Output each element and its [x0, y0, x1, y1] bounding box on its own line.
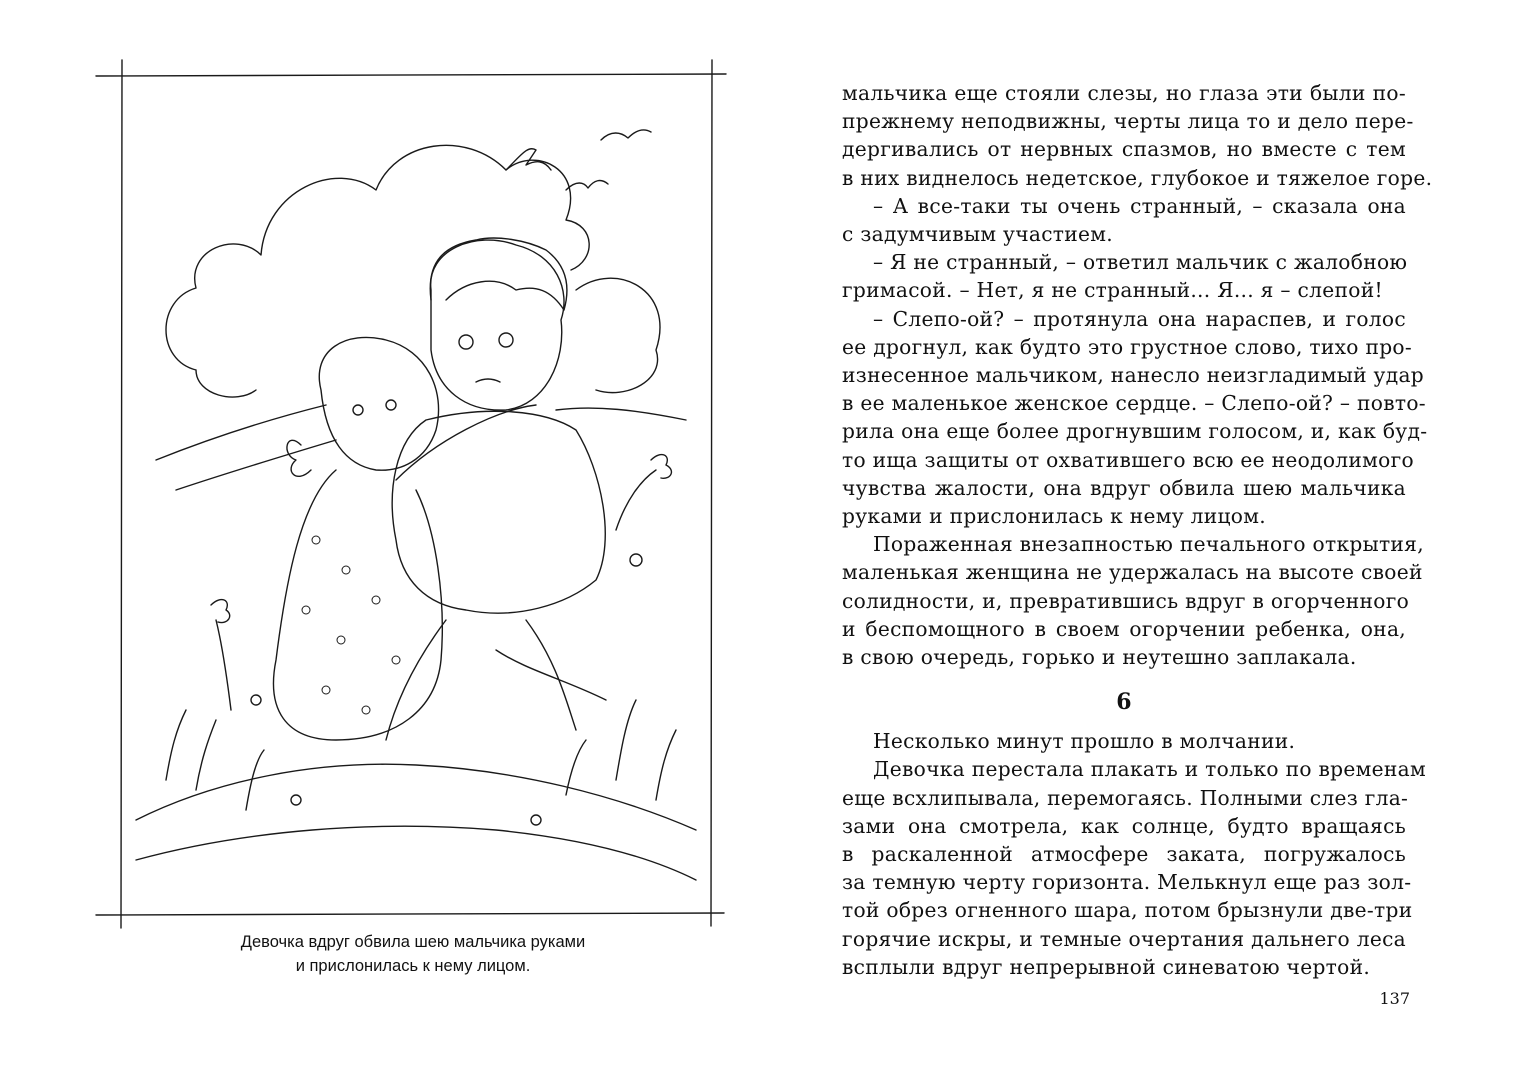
text-line: горячие искры, и темные очертания дальнего леса: [842, 926, 1407, 951]
girl-arm: [396, 405, 536, 480]
text-line: – А все-таки ты очень странный, – сказала она: [873, 193, 1406, 218]
text-line: в раскаленной атмосфере заката, погружалось: [842, 842, 1406, 867]
flower-small-4: [531, 815, 541, 825]
bird-2: [506, 149, 551, 170]
text-line: ее дрогнул, как будто это грустное слово, тихо про-: [842, 334, 1413, 359]
text-line: и беспомощного в своем огорчении ребенка, она,: [842, 616, 1406, 641]
text-line: рила она еще более дрогнувшим голосом, и, как буд-: [842, 419, 1428, 444]
text-line: дергивались от нервных спазмов, но вместе с тем: [842, 137, 1406, 162]
text-line: еще всхлипывала, перемогаясь. Полными слез гла-: [842, 785, 1409, 810]
chapter-heading: 6: [1116, 689, 1132, 716]
boy-legs: [386, 620, 606, 740]
illustration: [96, 60, 726, 920]
text-line: гримасой. – Нет, я не странный... Я... я – слепой!: [842, 278, 1383, 303]
bird-1: [601, 130, 651, 140]
text-line: прежнему неподвижны, черты лица то и дело пере-: [842, 109, 1414, 134]
page-number: 137: [1379, 989, 1410, 1008]
dress-pattern: [302, 536, 400, 714]
ground: [136, 764, 696, 880]
text-line: мальчика еще стояли слезы, но глаза эти были по-: [842, 81, 1406, 105]
girl-bow: [287, 440, 311, 476]
text-line: Несколько минут прошло в молчании.: [873, 729, 1296, 754]
boy-head: [431, 240, 564, 410]
text-line: то ища защиты от охватившего всю ее неодолимого: [842, 447, 1414, 472]
text-line: Пораженная внезапностью печального открытия,: [873, 532, 1424, 557]
boy-eye-right: [499, 333, 513, 347]
girl-eye-left: [353, 405, 363, 415]
text-line: чувства жалости, она вдруг обвила шею мальчика: [842, 475, 1406, 500]
text-line: изнесенное мальчиком, нанесло неизгладимый удар: [842, 363, 1425, 388]
text-line: Девочка перестала плакать и только по временам: [873, 757, 1426, 782]
girl-dress: [274, 470, 443, 740]
text-line: руками и прислонилась к нему лицом.: [842, 504, 1266, 529]
text-line: солидности, и, превратившись вдруг в огорченного: [842, 588, 1410, 613]
illustration-caption: [118, 930, 708, 978]
girl-head: [319, 337, 438, 470]
flower-small-3: [291, 795, 301, 805]
text-line: в свою очередь, горько и неутешно заплакала.: [842, 645, 1357, 670]
boy-hair: [430, 238, 567, 310]
boy-body: [392, 411, 605, 613]
flower-small-1: [630, 554, 642, 566]
text-line: – Я не странный, – ответил мальчик с жалобною: [873, 250, 1408, 275]
text-line: за темную черту горизонта. Мелькнул еще раз зол-: [842, 870, 1412, 895]
text-line: зами она смотрела, как солнце, будто вращаясь: [842, 813, 1406, 838]
girl-eye-right: [386, 400, 396, 410]
boy-mouth: [476, 379, 500, 382]
text-line: с задумчивым участием.: [842, 222, 1113, 247]
caption-line-2: и прислонилась к нему лицом.: [295, 957, 531, 975]
flower-left: [211, 600, 231, 710]
text-line: в ее маленькое женское сердце. – Слепо-ой? – повто-: [842, 391, 1426, 416]
text-page: [842, 79, 1433, 981]
text-line: всплыли вдруг непрерывной синеватою чертой.: [842, 954, 1371, 979]
boy-eye-left: [459, 335, 473, 349]
cloud: [166, 145, 660, 397]
flower-small-2: [251, 695, 261, 705]
sky-lines: [156, 405, 686, 490]
frame-right-line: [711, 60, 712, 926]
grass: [166, 700, 676, 810]
frame-bottom-line: [96, 913, 724, 915]
text-line: в них виднелось недетское, глубокое и тяжелое горе.: [842, 165, 1433, 190]
text-line: – Слепо-ой? – протянула она нараспев, и голос: [873, 306, 1406, 331]
text-line: той обрез огненного шара, потом брызнули две-три: [842, 898, 1413, 923]
frame-left-line: [121, 60, 122, 928]
bird-3: [566, 181, 608, 190]
caption-line-1: Девочка вдруг обвила шею мальчика руками: [240, 933, 586, 951]
text-line: маленькая женщина не удержалась на высоте своей: [842, 560, 1423, 585]
flower-right: [616, 455, 671, 530]
frame-top-line: [96, 74, 726, 76]
